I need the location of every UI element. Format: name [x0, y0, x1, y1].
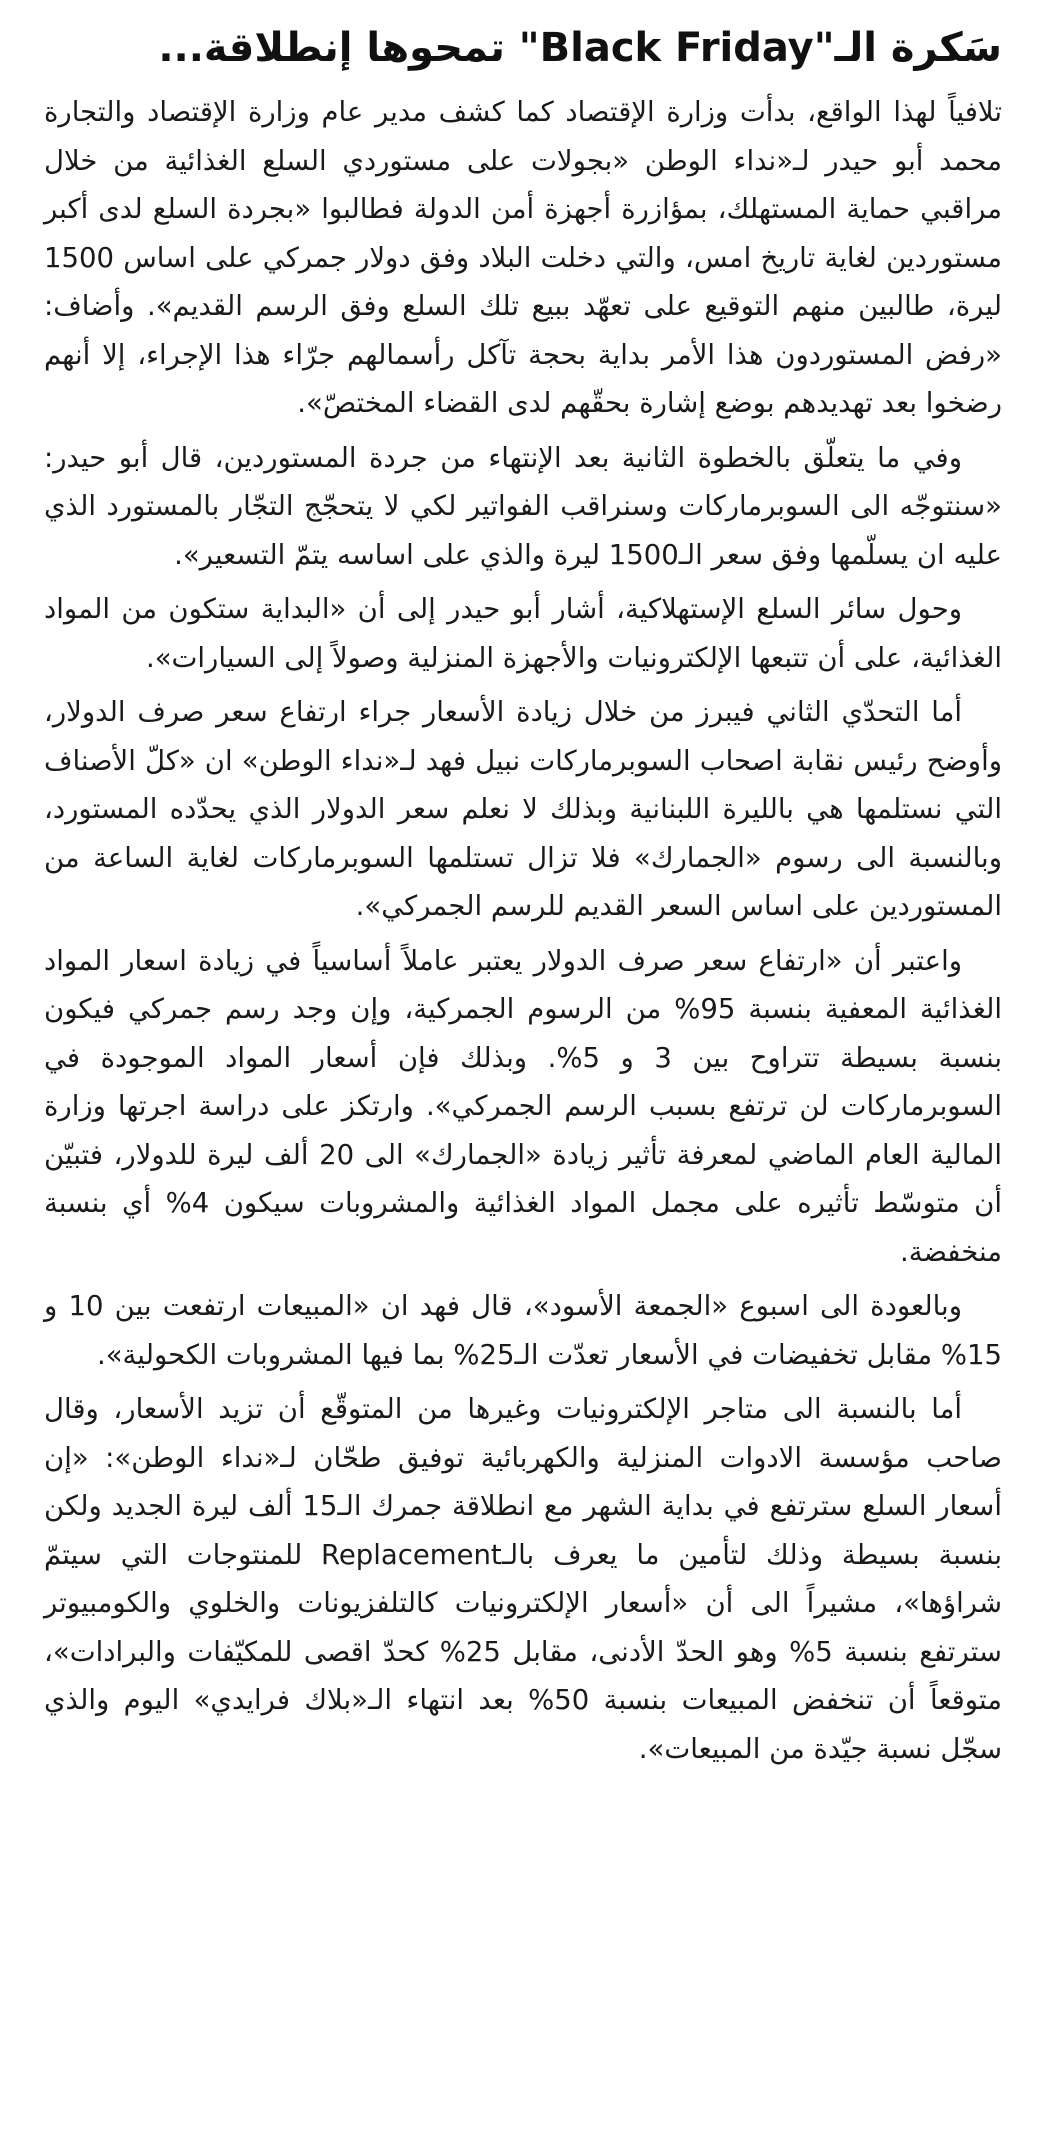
article-paragraph: واعتبر أن «ارتفاع سعر صرف الدولار يعتبر عاملاً أساسياً في زيادة اسعار المواد الغذائية المعفية بنسبة 95% من الرسوم الجمركية، وإن وجد رسم جمركي فيكون بنسبة بسيطة تتراوح بين 3 و 5%. وبذلك فإن أسعار المواد الموجودة في السوبرماركات لن ترتفع بسبب الرسم الجمركي». وارتكز على دراسة اجرتها وزارة المالية العام الماضي لمعرفة تأثير زيادة «الجمارك» الى 20 ألف ليرة للدولار، فتبيّن أن متوسّط تأثيره على مجمل المواد الغذائية والمشروبات سيكون 4% أي بنسبة منخفضة.: [44, 944, 1002, 1268]
article-body: [44, 88, 1002, 1773]
article-paragraph: وفي ما يتعلّق بالخطوة الثانية بعد الإنتهاء من جردة المستوردين، قال أبو حيدر: «سنتوجّه الى السوبرماركات وسنراقب الفواتير لكي لا يتحجّج التجّار بالمستورد الذي عليه ان يسلّمها وفق سعر الـ1500 ليرة والذي على اساسه يتمّ التسعير».: [44, 441, 1002, 571]
article-paragraph: وحول سائر السلع الإستهلاكية، أشار أبو حيدر إلى أن «البداية ستكون من المواد الغذائية، على أن تتبعها الإلكترونيات والأجهزة المنزلية وصولاً إلى السيارات».: [44, 593, 1002, 674]
article-paragraph: أما بالنسبة الى متاجر الإلكترونيات وغيرها من المتوقّع أن تزيد الأسعار، وقال صاحب مؤسسة الادوات المنزلية والكهربائية توفيق طحّان لـ«نداء الوطن»: «إن أسعار السلع سترتفع في بداية الشهر مع انطلاقة جمرك الـ15 ألف ليرة الجديد ولكن بنسبة بسيطة وذلك لتأمين ما يعرف بالـReplacement للمنتوجات التي سيتمّ شراؤها»، مشيراً الى أن «أسعار الإلكترونيات كالتلفزيونات والخلوي والكومبيوتر سترتفع بنسبة 5% وهو الحدّ الأدنى، مقابل 25% كحدّ اقصى للمكيّفات والبرادات»، متوقعاً أن تنخفض المبيعات بنسبة 50% بعد انتهاء الـ«بلاك فرايدي» اليوم والذي سجّل نسبة جيّدة من المبيعات».: [44, 1393, 1003, 1765]
article-paragraph: أما التحدّي الثاني فيبرز من خلال زيادة الأسعار جراء ارتفاع سعر صرف الدولار، وأوضح رئيس نقابة اصحاب السوبرماركات نبيل فهد لـ«نداء الوطن» ان «كلّ الأصناف التي نستلمها هي بالليرة اللبنانية وبذلك لا نعلم سعر الدولار الذي يحدّده المستورد، وبالنسبة الى رسوم «الجمارك» فلا تزال تستلمها السوبرماركات لغاية الساعة من المستوردين على اساس السعر القديم للرسم الجمركي».: [44, 696, 1002, 922]
news-article: [44, 16, 1002, 1779]
article-headline: سَكرة الـ"Black Friday" تمحوها إنطلاقة...: [158, 25, 1002, 71]
article-paragraph: تلافياً لهذا الواقع، بدأت وزارة الإقتصاد كما كشف مدير عام وزارة الإقتصاد والتجارة محمد أبو حيدر لـ«نداء الوطن «بجولات على مستوردي السلع الغذائية من خلال مراقبي حماية المستهلك، بمؤازرة أجهزة أمن الدولة فطالبوا «بجردة السلع لدى أكبر مستوردين لغاية تاريخ امس، والتي دخلت البلاد وفق دولار جمركي على اساس 1500 ليرة، طالبين منهم التوقيع على تعهّد ببيع تلك السلع وفق الرسم القديم». وأضاف: «رفض المستوردون هذا الأمر بداية بحجة تآكل رأسمالهم جرّاء هذا الإجراء، إلا أنهم رضخوا بعد تهديدهم بوضع إشارة بحقّهم لدى القضاء المختصّ».: [44, 96, 1002, 419]
article-paragraph: وبالعودة الى اسبوع «الجمعة الأسود»، قال فهد ان «المبيعات ارتفعت بين 10 و 15% مقابل تخفيضات في الأسعار تعدّت الـ25% بما فيها المشروبات الكحولية».: [44, 1290, 1002, 1371]
